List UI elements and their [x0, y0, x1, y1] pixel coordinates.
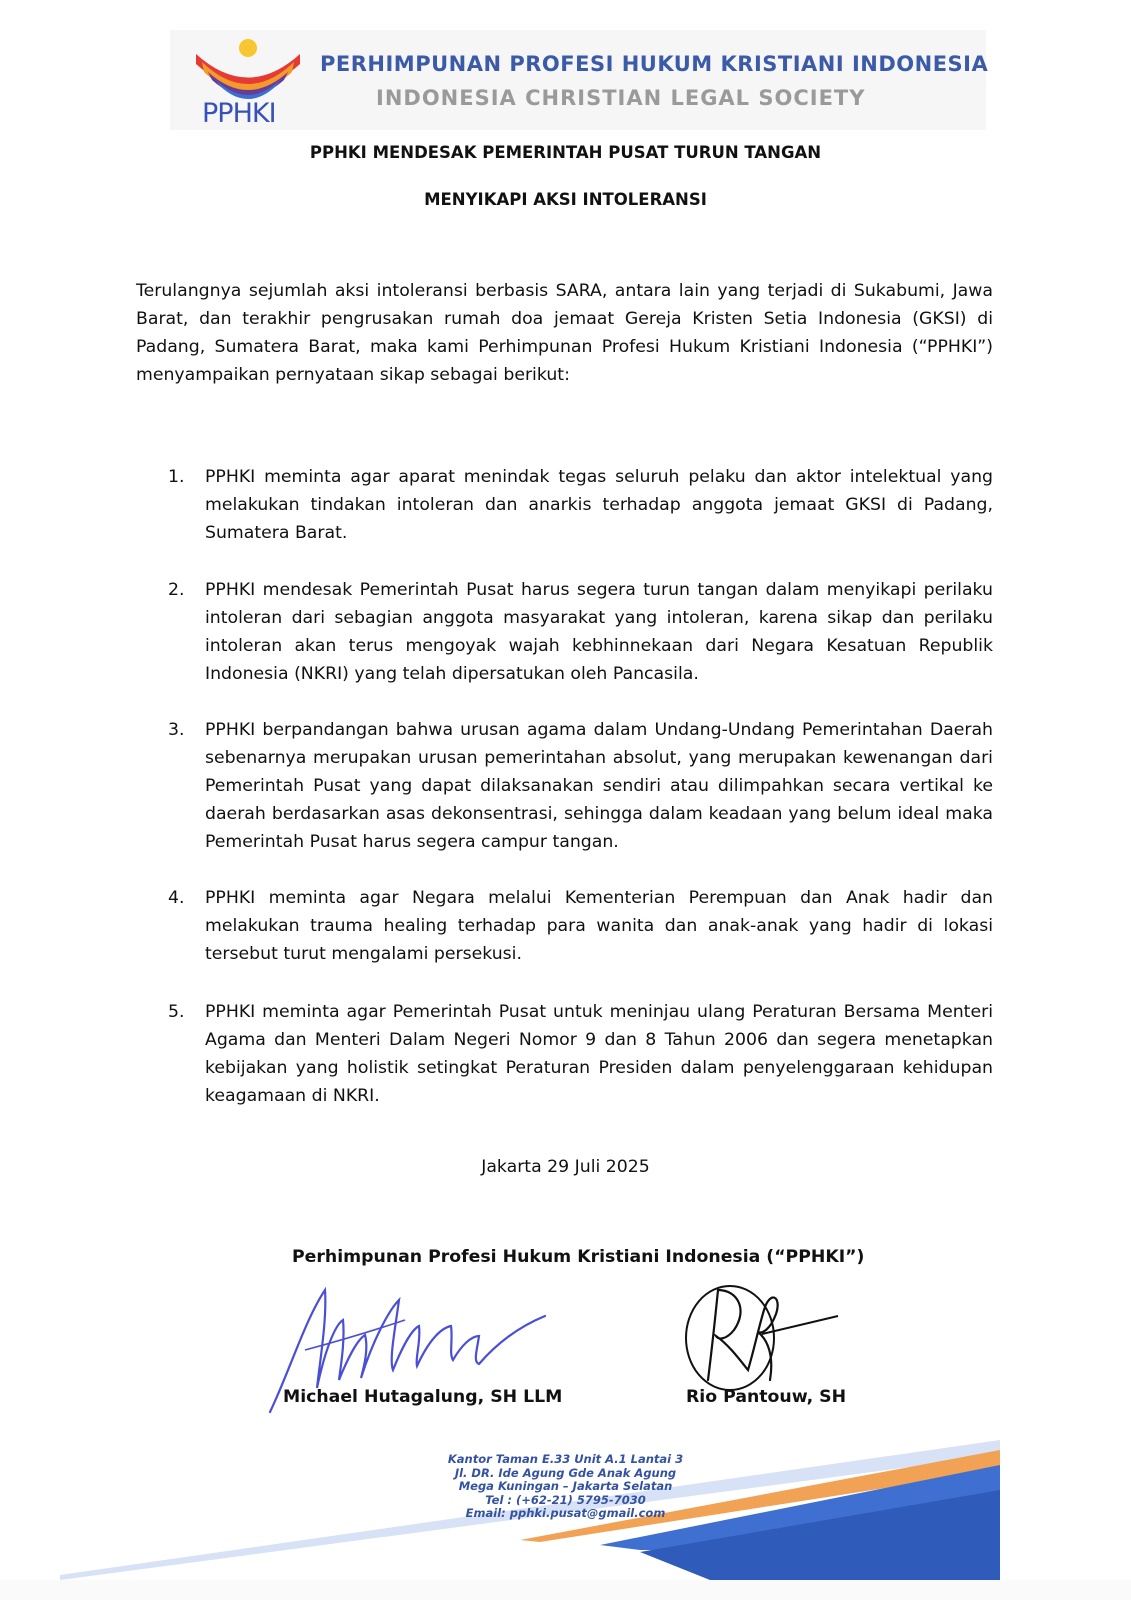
list-text: PPHKI meminta agar Negara melalui Kementerian Perempuan dan Anak hadir dan melakukan trauma healing terhadap para wanita dan anak-anak yang hadir di lokasi tersebut turut mengalami persekusi. [205, 888, 993, 964]
place-date: Jakarta 29 Juli 2025 [481, 1157, 650, 1177]
list-number: 4. [168, 888, 185, 908]
list-text: PPHKI mendesak Pemerintah Pusat harus segera turun tangan dalam menyikapi perilaku intoleran dari sebagian anggota masyarakat yang intoleran, karena sikap dan perilaku intoleran akan terus mengoyak wajah kebhinnekaan dari Negara Kesatuan Republik Indonesia (NKRI) yang telah dipersatukan oleh Pancasila. [205, 580, 993, 684]
list-text: PPHKI meminta agar Pemerintah Pusat untuk meninjau ulang Peraturan Bersama Menteri Agama dan Menteri Dalam Negeri Nomor 9 dan 8 Tahun 2006 dan segera menetapkan kebijakan yang holistik setingkat Peraturan Presiden dalam penyelenggaraan kehidupan keagamaan di NKRI. [205, 1002, 993, 1106]
address-line: Jl. DR. Ide Agung Gde Anak Agung [454, 1465, 677, 1480]
office-address [0, 1453, 1131, 1521]
intro-paragraph: Terulangnya sejumlah aksi intoleransi berbasis SARA, antara lain yang terjadi di Sukabumi, Jawa Barat, dan terakhir pengrusakan rumah doa jemaat Gereja Kristen Setia Indonesia (GKSI) di Padang, Sumatera Barat, maka kami Perhimpunan Profesi Hukum Kristiani Indonesia (“PPHKI”) menyampaikan pernyataan sikap sebagai berikut: [136, 281, 993, 385]
document-title-line1: PPHKI MENDESAK PEMERINTAH PUSAT TURUN TANGAN [309, 143, 822, 162]
logo-text: PPHKI [202, 98, 276, 129]
address-phone: Tel : (+62-21) 5795-7030 [485, 1492, 646, 1507]
org-name: PERHIMPUNAN PROFESI HUKUM KRISTIANI INDONESIA [320, 52, 989, 76]
signer-right-name: Rio Pantouw, SH [686, 1387, 847, 1407]
list-number: 3. [168, 720, 185, 740]
address-line: Kantor Taman E.33 Unit A.1 Lantai 3 [447, 1452, 684, 1466]
letterhead [170, 30, 989, 130]
list-text: PPHKI meminta agar aparat menindak tegas seluruh pelaku dan aktor intelektual yang melakukan tindakan intoleran dan anarkis terhadap anggota jemaat GKSI di Padang, Sumatera Barat. [205, 467, 993, 543]
signer-left-name: Michael Hutagalung, SH LLM [283, 1387, 563, 1407]
list-number: 2. [168, 580, 185, 600]
list-text: PPHKI berpandangan bahwa urusan agama dalam Undang-Undang Pemerintahan Daerah sebenarnya merupakan urusan pemerintahan absolut, yang merupakan kewenangan dari Pemerintah Pusat yang dapat dilaksanakan sendiri atau dilimpahkan secara vertikal ke daerah berdasarkan asas dekonsentrasi, sehingga dalam keadaan yang belum ideal maka Pemerintah Pusat harus segera campur tangan. [205, 720, 993, 852]
document-title-line2: MENYIKAPI AKSI INTOLERANSI [424, 190, 707, 209]
org-name-english: INDONESIA CHRISTIAN LEGAL SOCIETY [376, 86, 866, 110]
list-number: 1. [168, 467, 185, 487]
address-email: Email: pphki.pusat@gmail.com [465, 1506, 666, 1520]
list-number: 5. [168, 1002, 185, 1022]
signature-organization: Perhimpunan Profesi Hukum Kristiani Indonesia (“PPHKI”) [292, 1247, 865, 1267]
signature-right-icon [678, 1270, 848, 1400]
address-line: Mega Kuningan – Jakarta Selatan [458, 1479, 673, 1493]
